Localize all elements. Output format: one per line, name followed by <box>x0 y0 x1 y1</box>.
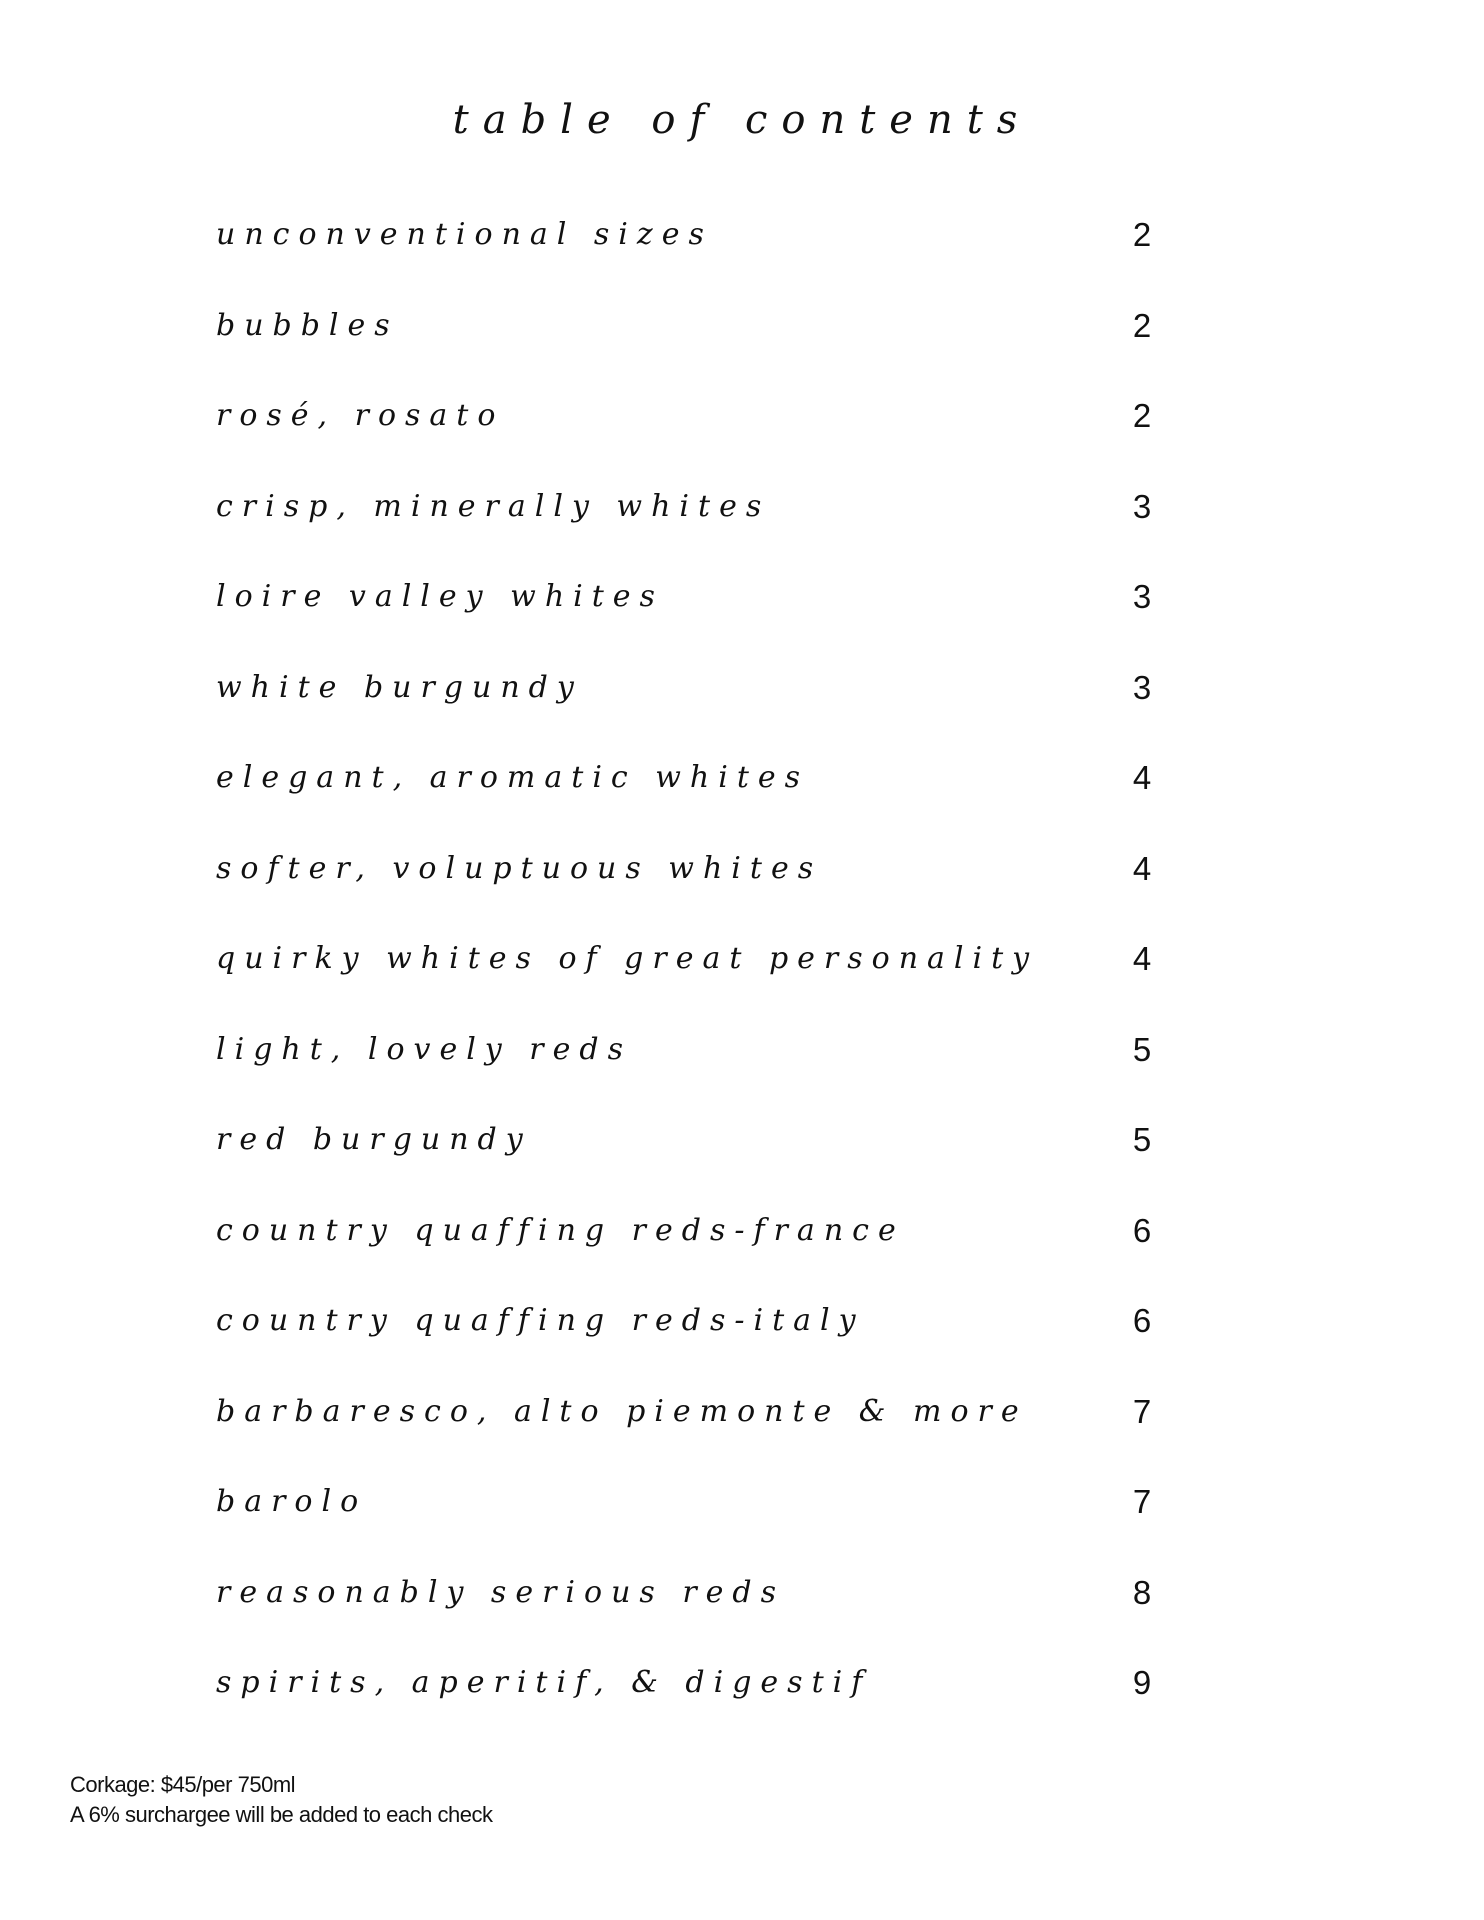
toc-entry-page: 6 <box>1132 1302 1152 1340</box>
toc-entry-page: 7 <box>1132 1392 1152 1430</box>
toc-entry-quirky-whites[interactable] <box>216 914 1162 1005</box>
toc-entry-label: white burgundy <box>216 669 583 705</box>
toc-entry-label: rosé, rosato <box>216 398 505 434</box>
toc-entry-page: 4 <box>1132 759 1152 797</box>
toc-entry-page: 2 <box>1132 216 1152 254</box>
toc-entry-red-burgundy[interactable] <box>216 1095 1162 1186</box>
toc-entry-crisp-minerally-whites[interactable] <box>216 462 1162 553</box>
toc-entry-page: 5 <box>1132 1121 1152 1159</box>
toc-entry-label: reasonably serious reds <box>216 1574 786 1610</box>
toc-entry-barolo[interactable] <box>216 1457 1162 1548</box>
toc-entry-label: crisp, minerally whites <box>216 488 771 524</box>
toc-entry-bubbles[interactable] <box>216 281 1162 372</box>
toc-entry-label: light, lovely reds <box>216 1031 632 1067</box>
toc-entry-label: barolo <box>216 1484 368 1520</box>
toc-entry-label: barbaresco, alto piemonte & more <box>216 1393 1028 1429</box>
toc-entry-softer-voluptuous-whites[interactable] <box>216 824 1162 915</box>
toc-entry-page: 3 <box>1132 487 1152 525</box>
toc-entry-page: 2 <box>1132 306 1152 344</box>
toc-entry-elegant-aromatic-whites[interactable] <box>216 733 1162 824</box>
toc-entry-page: 5 <box>1132 1030 1152 1068</box>
toc-entry-label: red burgundy <box>216 1122 532 1158</box>
toc-entry-label: country quaffing reds-france <box>216 1212 905 1248</box>
toc-list <box>216 190 1162 1729</box>
toc-entry-page: 6 <box>1132 1211 1152 1249</box>
toc-entry-country-reds-italy[interactable] <box>216 1276 1162 1367</box>
toc-entry-label: country quaffing reds-italy <box>216 1303 865 1339</box>
corkage-note: Corkage: $45/per 750ml <box>70 1772 296 1797</box>
toc-entry-rose-rosato[interactable] <box>216 371 1162 462</box>
toc-entry-unconventional-sizes[interactable] <box>216 190 1162 281</box>
toc-entry-page: 8 <box>1132 1573 1152 1611</box>
toc-entry-page: 4 <box>1132 940 1152 978</box>
toc-entry-label: spirits, aperitif, & digestif <box>216 1665 872 1701</box>
toc-entry-spirits-aperitif-digestif[interactable] <box>216 1638 1162 1729</box>
surcharge-note: A 6% surchargee will be added to each check <box>70 1802 493 1827</box>
toc-entry-page: 4 <box>1132 849 1152 887</box>
toc-entry-page: 9 <box>1132 1664 1152 1702</box>
toc-entry-loire-valley-whites[interactable] <box>216 552 1162 643</box>
toc-entry-page: 3 <box>1132 578 1152 616</box>
toc-entry-label: softer, voluptuous whites <box>216 850 823 886</box>
toc-entry-label: bubbles <box>216 307 399 343</box>
page-title: table of contents <box>452 97 1032 143</box>
toc-entry-reasonably-serious-reds[interactable] <box>216 1548 1162 1639</box>
toc-entry-barbaresco-alto-piemonte[interactable] <box>216 1367 1162 1458</box>
toc-entry-label: unconventional sizes <box>216 217 713 253</box>
toc-entry-country-reds-france[interactable] <box>216 1186 1162 1277</box>
toc-entry-white-burgundy[interactable] <box>216 643 1162 734</box>
toc-entry-page: 3 <box>1132 668 1152 706</box>
toc-entry-page: 2 <box>1132 397 1152 435</box>
toc-entry-label: elegant, aromatic whites <box>216 760 810 796</box>
toc-entry-label: quirky whites of great personality <box>216 941 1039 977</box>
toc-entry-light-lovely-reds[interactable] <box>216 1005 1162 1096</box>
toc-entry-page: 7 <box>1132 1483 1152 1521</box>
toc-entry-label: loire valley whites <box>216 579 664 615</box>
footer-notes <box>70 1770 492 1830</box>
